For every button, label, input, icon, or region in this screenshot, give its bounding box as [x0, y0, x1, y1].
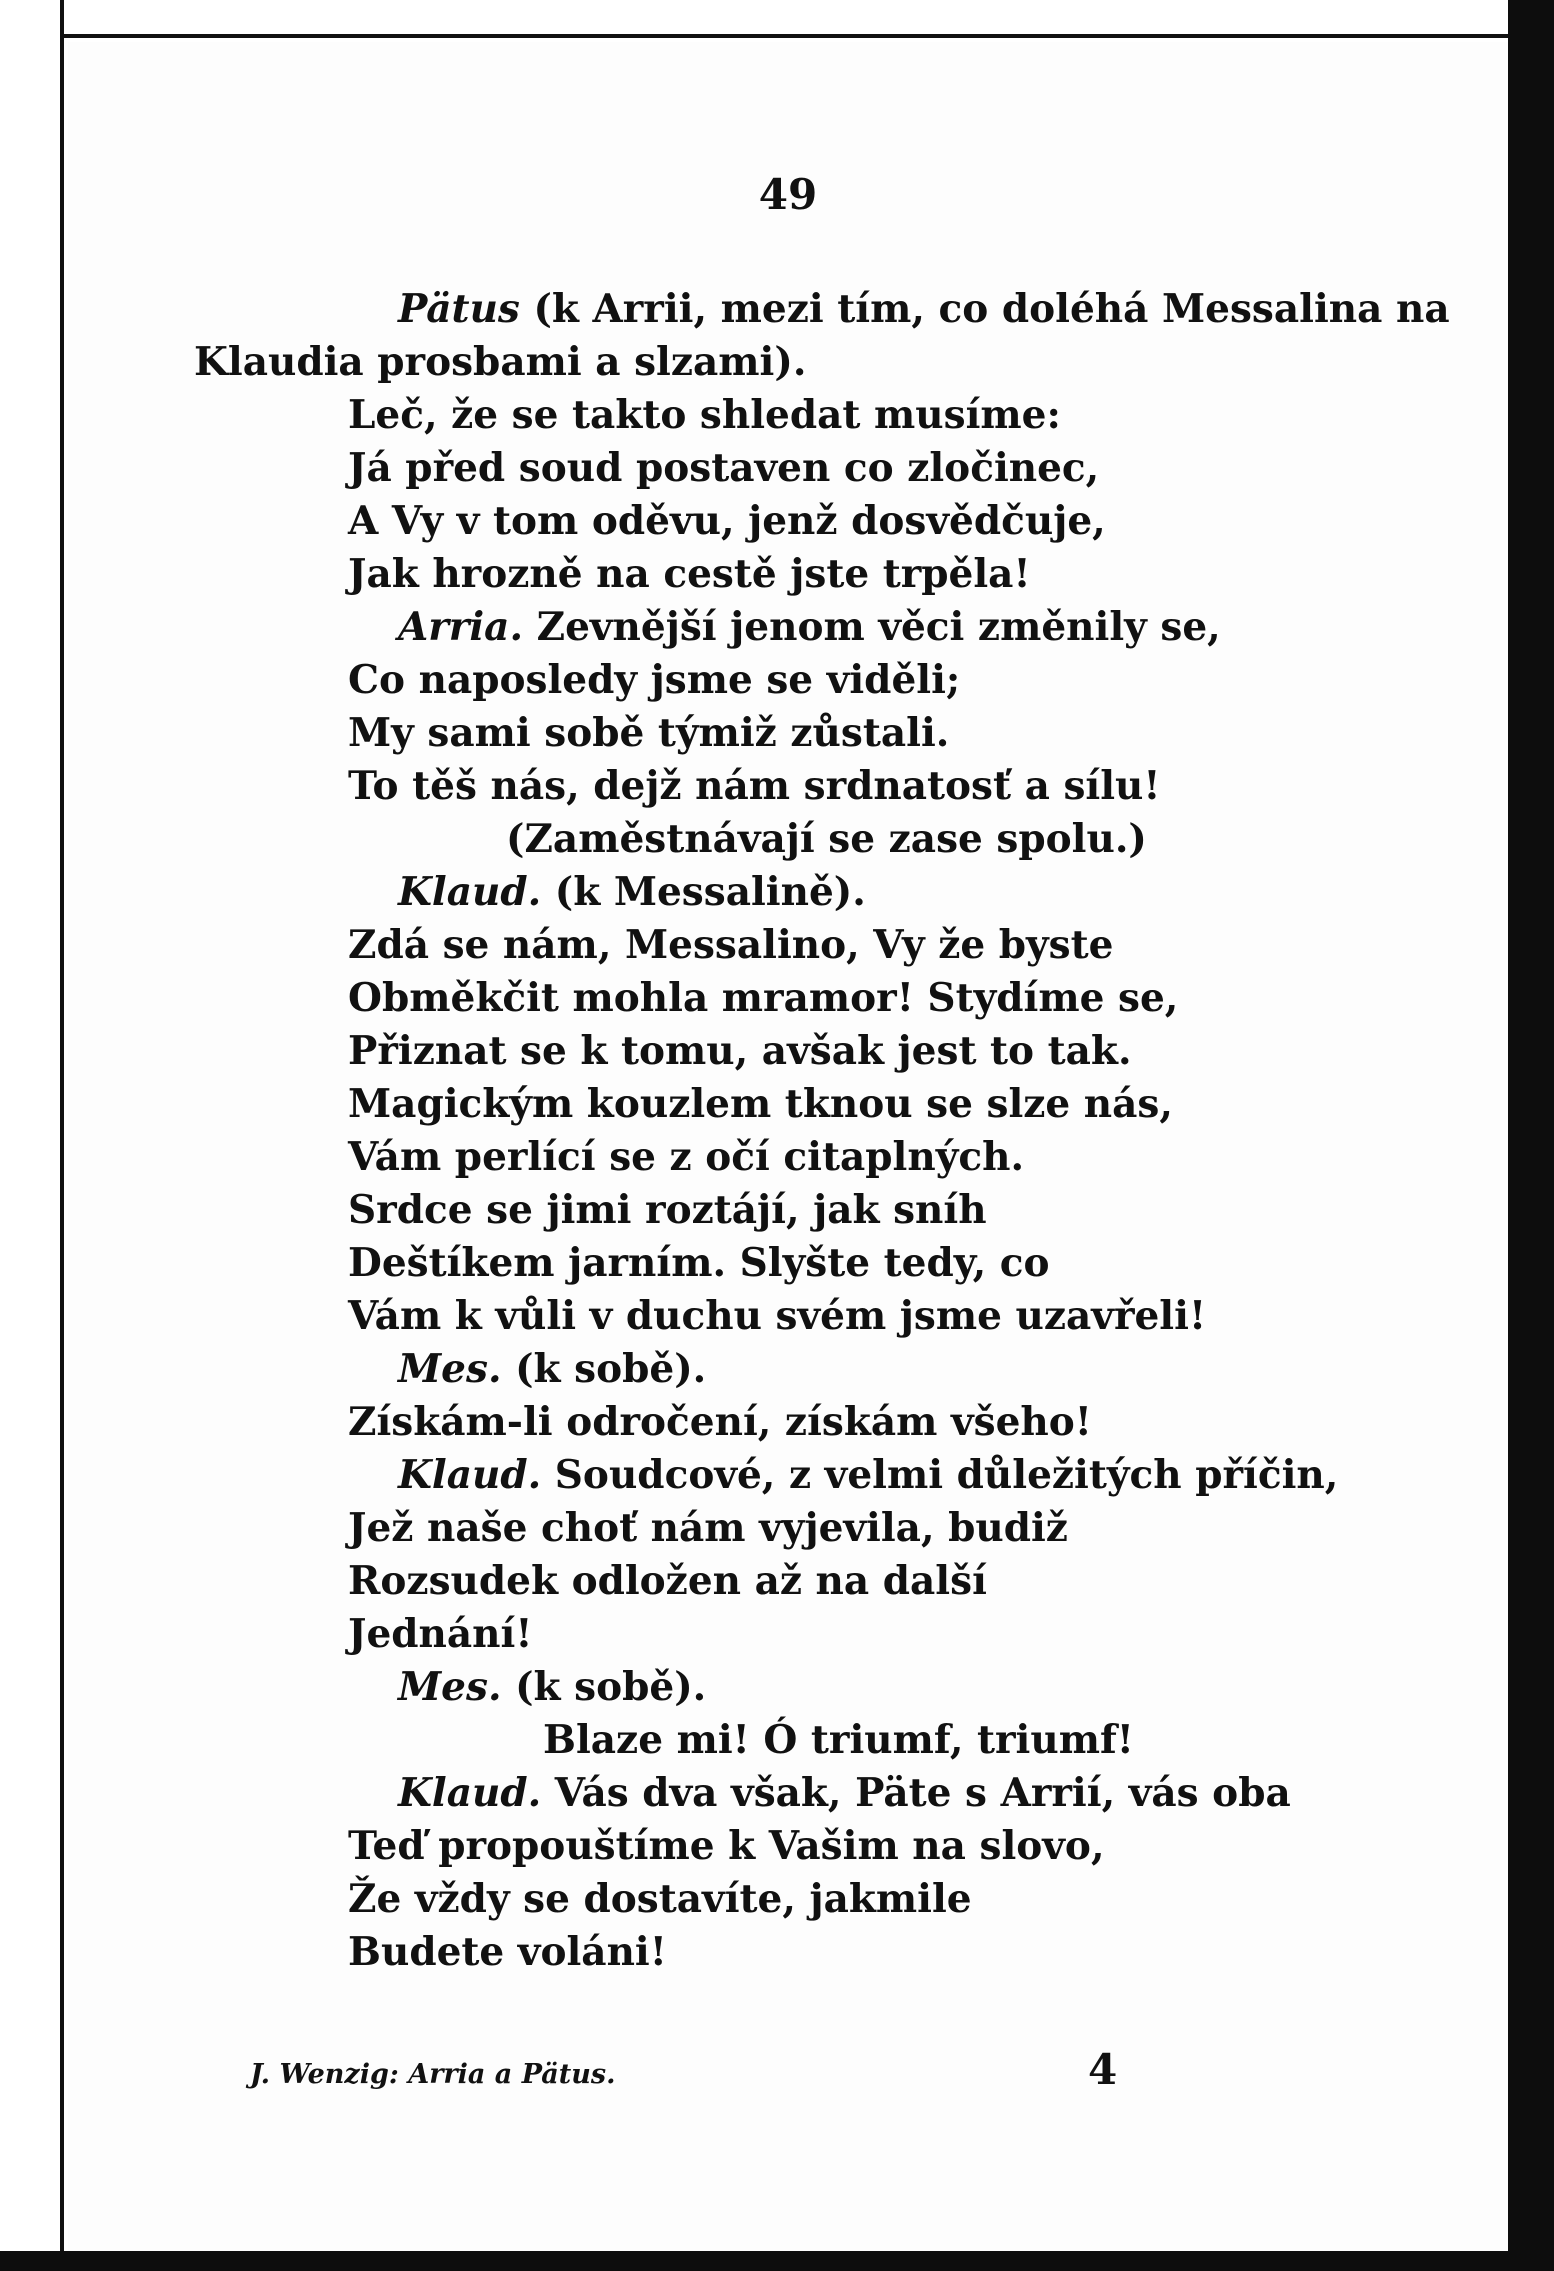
line-text: Magickým kouzlem tknou se slze nás, [348, 1081, 1173, 1127]
signature-mark: 4 [1088, 2045, 1118, 2094]
text-line [348, 1025, 1132, 1078]
line-text: Vám k vůli v duchu svém jsme uzavřeli! [348, 1293, 1207, 1339]
line-text: (k Arrii, mezi tím, co doléhá Messalina na [519, 286, 1450, 332]
scan-right-border [1508, 0, 1554, 2271]
page-number: 49 [758, 170, 818, 219]
text-line [348, 1290, 1206, 1343]
line-text: Budete voláni! [348, 1929, 667, 1975]
text-line [398, 283, 1450, 336]
line-text: Vám perlící se z očí citaplných. [348, 1134, 1025, 1180]
text-line [348, 1078, 1173, 1131]
line-text: Přiznat se k tomu, avšak jest to tak. [348, 1028, 1132, 1074]
speaker-name: Mes. [398, 1346, 502, 1392]
line-text: To těš nás, dejž nám srdnatosť a sílu! [348, 763, 1161, 809]
scan-top-margin [64, 0, 1554, 38]
page-footer [68, 2039, 1508, 2099]
text-line [348, 1555, 987, 1608]
text-line [398, 866, 866, 919]
text-line [348, 1184, 987, 1237]
text-line [398, 1767, 1291, 1820]
running-title: J. Wenzig: Arria a Pätus. [250, 2059, 616, 2090]
line-text: (k Messalině). [541, 869, 866, 915]
text-line [398, 601, 1221, 654]
line-text: Soudcové, z velmi důležitých příčin, [541, 1452, 1339, 1498]
line-text: Já před soud postaven co zločinec, [348, 445, 1100, 491]
text-line [348, 1396, 1092, 1449]
text-line [348, 972, 1178, 1025]
text-line [348, 1502, 1068, 1555]
speaker-name: Pätus [398, 286, 520, 332]
scan-left-margin [0, 0, 64, 2271]
text-line [398, 1343, 706, 1396]
line-text: (k sobě). [501, 1346, 707, 1392]
line-text: Blaze mi! Ó triumf, triumf! [543, 1717, 1134, 1763]
line-text: Zevnější jenom věci změnily se, [523, 604, 1221, 650]
text-line [543, 1714, 1134, 1767]
text-line [398, 1661, 706, 1714]
text-line [348, 919, 1113, 972]
line-text: Vás dva však, Päte s Arrií, vás oba [541, 1770, 1291, 1816]
text-line [348, 1926, 667, 1979]
scan-bottom-border [0, 2251, 1554, 2271]
text-line [348, 1820, 1105, 1873]
text-line [348, 1131, 1024, 1184]
line-text: Získám-li odročení, získám všeho! [348, 1399, 1092, 1445]
line-text: Jak hrozně na cestě jste trpěla! [348, 551, 1031, 597]
speaker-name: Klaud. [398, 869, 542, 915]
text-line [348, 495, 1106, 548]
text-line [348, 707, 949, 760]
line-text: Jež naše choť nám vyjevila, budiž [348, 1505, 1068, 1551]
line-text: Deštíkem jarním. Slyšte tedy, co [348, 1240, 1050, 1286]
text-line [348, 1608, 532, 1661]
text-line [348, 548, 1031, 601]
text-line [348, 1873, 972, 1926]
line-text: Rozsudek odložen až na další [348, 1558, 987, 1604]
text-line [348, 760, 1161, 813]
text-line [348, 654, 960, 707]
speaker-name: Klaud. [398, 1452, 542, 1498]
line-text: Jednání! [348, 1611, 533, 1657]
line-text: (k sobě). [501, 1664, 707, 1710]
line-text: Že vždy se dostavíte, jakmile [348, 1876, 972, 1922]
line-text: A Vy v tom oděvu, jenž dosvědčuje, [348, 498, 1106, 544]
line-text: Zdá se nám, Messalino, Vy že byste [348, 922, 1114, 968]
text-line [398, 1449, 1338, 1502]
speaker-name: Klaud. [398, 1770, 542, 1816]
line-text: Leč, že se takto shledat musíme: [348, 392, 1061, 438]
text-line [506, 813, 1147, 866]
text-line [348, 1237, 1050, 1290]
speaker-name: Mes. [398, 1664, 502, 1710]
speaker-name: Arria. [398, 604, 524, 650]
line-text: My sami sobě týmiž zůstali. [348, 710, 950, 756]
book-page [68, 42, 1508, 2251]
text-line [348, 442, 1099, 495]
line-text: Srdce se jimi roztájí, jak sníh [348, 1187, 987, 1233]
text-line [194, 336, 806, 389]
line-text: Klaudia prosbami a slzami). [194, 339, 807, 385]
text-line [348, 389, 1061, 442]
line-text: (Zaměstnávají se zase spolu.) [506, 816, 1147, 862]
line-text: Co naposledy jsme se viděli; [348, 657, 961, 703]
line-text: Obměkčit mohla mramor! Stydíme se, [348, 975, 1179, 1021]
line-text: Teď propouštíme k Vašim na slovo, [348, 1823, 1105, 1869]
